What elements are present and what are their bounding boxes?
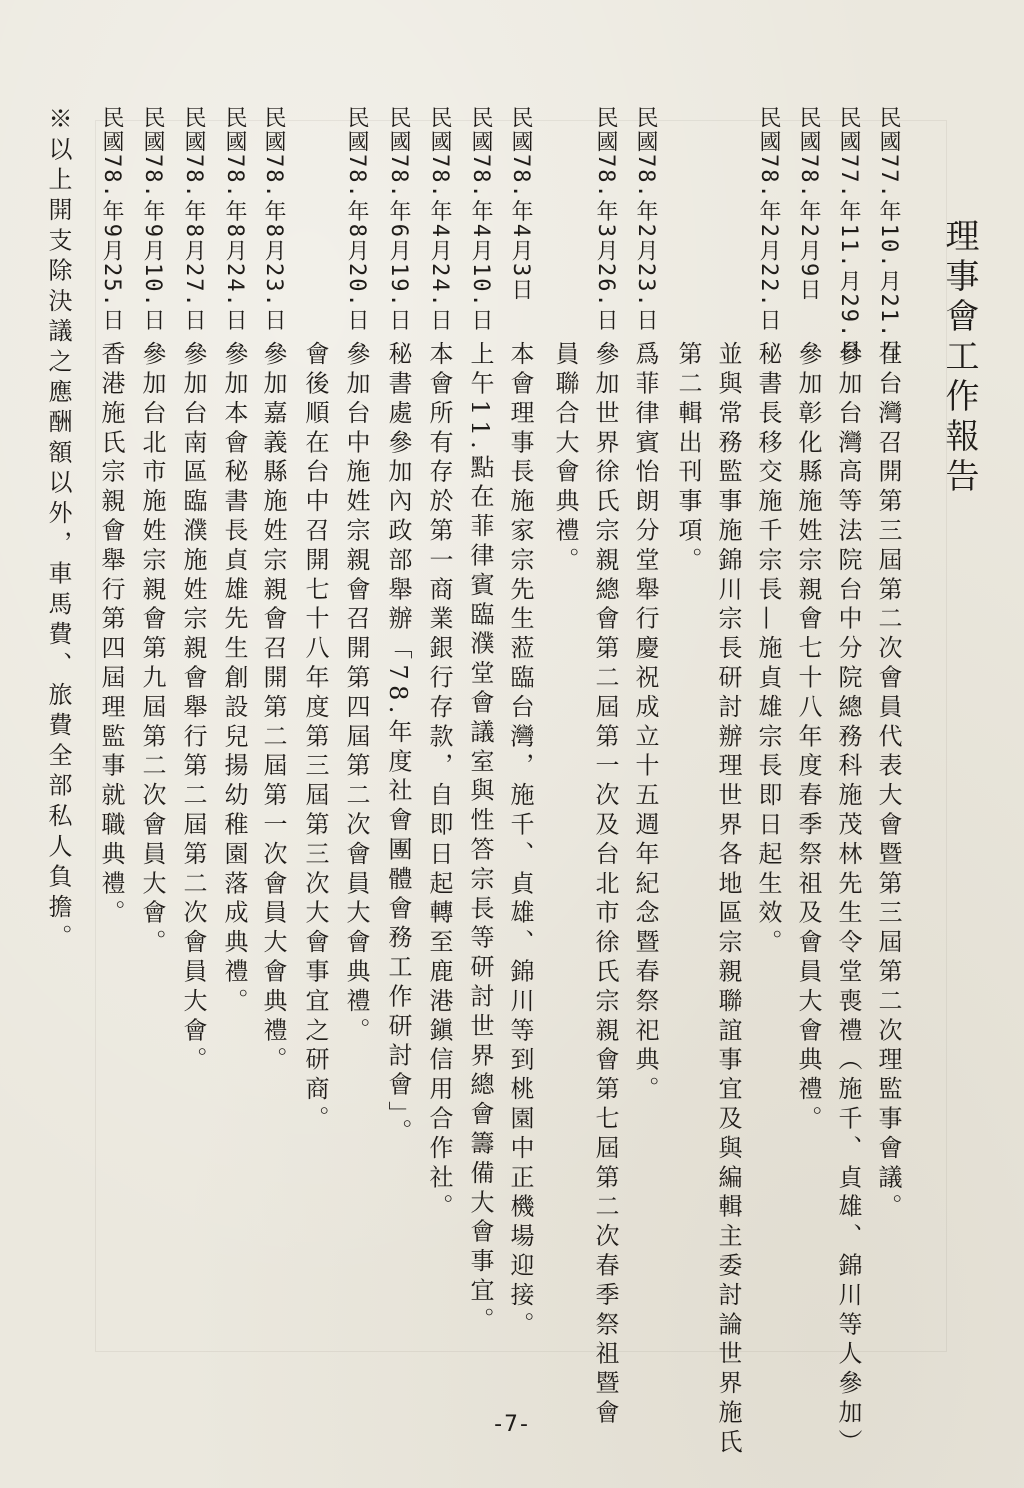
- entry-19: [140, 106, 164, 958]
- entry-text: 上午11.點在菲律賓臨濮堂會議室與性答宗長等研討世界總會籌備大會事宜。: [466, 341, 494, 1337]
- entry-2: [836, 106, 860, 1458]
- entry-date: 民國78.年2月9日: [796, 106, 821, 303]
- entry-text: 參加嘉義縣施姓宗親會召開第二屆第一次會員大會典禮。: [259, 341, 287, 1076]
- entry-date: 民國78.年2月23.日: [633, 106, 658, 333]
- entry-date: 民國78.年8月27.日: [181, 106, 206, 333]
- entry-17: [222, 106, 246, 1017]
- entry-text: 本會理事長施家宗先生蒞臨台灣，施千、貞雄、錦川等到桃園中正機場迎接。: [506, 341, 534, 1341]
- entry-text: 香港施氏宗親會舉行第四屆理監事就職典禮。: [97, 341, 125, 929]
- page-title: 理事會工作報告: [939, 218, 979, 498]
- entry-text: 參加台灣高等法院台中分院總務科施茂林先生令堂喪禮（施千、貞雄、錦川等人參加）: [834, 341, 862, 1459]
- entry-date: 民國78.年9月25.日: [99, 106, 124, 333]
- entry-16: [261, 106, 285, 1076]
- entry-7: [633, 106, 657, 1105]
- entry-date: 民國77.年10.月21.日: [876, 106, 901, 364]
- expense-note: ※以上開支除決議之應酬額以外，車馬費、旅費全部私人負擔。: [44, 106, 72, 955]
- entry-date: 民國78.年9月10.日: [140, 106, 165, 333]
- entry-1: [876, 106, 900, 1223]
- entry-6: [676, 106, 700, 576]
- entry-date: 民國78.年4月3日: [508, 106, 533, 303]
- entry-date: 民國78.年4月10.日: [468, 106, 493, 333]
- entry-date: 民國78.年8月20.日: [344, 106, 369, 333]
- entry-text: 員聯合大會典禮。: [551, 341, 579, 577]
- entry-13: [386, 106, 410, 1148]
- entry-text: 參加台南區臨濮施姓宗親會舉行第二屆第二次會員大會。: [179, 341, 207, 1076]
- entry-text: 第二輯出刊事項。: [674, 341, 702, 577]
- entry-date: 民國78.年8月23.日: [261, 106, 286, 333]
- entry-12: [427, 106, 451, 1223]
- entry-date: 民國78.年8月24.日: [222, 106, 247, 333]
- entry-date: 民國77.年11.月29.日: [836, 106, 861, 364]
- entry-5: [716, 106, 740, 1458]
- entry-text: 秘書長移交施千宗長—施貞雄宗長即日起生效。: [754, 341, 782, 959]
- entry-text: 爲菲律賓怡朗分堂舉行慶祝成立十五週年紀念暨春祭祀典。: [631, 341, 659, 1106]
- entry-text: 在台灣召開第三屆第二次會員代表大會暨第三屆第二次理監事會議。: [874, 341, 902, 1223]
- entry-text: 參加本會秘書長貞雄先生創設兒揚幼稚園落成典禮。: [220, 341, 248, 1018]
- entry-4: [756, 106, 780, 958]
- entry-18: [181, 106, 205, 1076]
- entry-text: 參加世界徐氏宗親總會第二屆第一次及台北市徐氏宗親會第七屆第二次春季祭祖暨會: [591, 341, 619, 1429]
- entry-text: 並與常務監事施錦川宗長研討辦理世界各地區宗親聯誼事宜及與編輯主委討論世界施氏: [714, 341, 742, 1459]
- entry-text: 參加台北市施姓宗親會第九屆第二次會員大會。: [138, 341, 166, 959]
- entry-text: 參加彰化縣施姓宗親會七十八年度春季祭祖及會員大會典禮。: [794, 341, 822, 1135]
- entry-date: 民國78.年3月26.日: [593, 106, 618, 333]
- entry-15: [303, 106, 327, 1135]
- entry-10: [508, 106, 532, 1341]
- entry-3: [796, 106, 820, 1135]
- page-number: -7-: [494, 1412, 530, 1437]
- entry-9: [553, 106, 577, 576]
- entry-date: 民國78.年4月24.日: [427, 106, 452, 333]
- entry-20: [99, 106, 123, 929]
- entry-date: 民國78.年2月22.日: [756, 106, 781, 333]
- entry-text: 會後順在台中召開七十八年度第三屆第三次大會事宜之研商。: [301, 341, 329, 1135]
- entry-text: 本會所有存於第一商業銀行存款，自即日起轉至鹿港鎭信用合作社。: [425, 341, 453, 1223]
- entry-14: [344, 106, 368, 1047]
- entry-text: 秘書處參加內政部舉辦「78.年度社會團體會務工作研討會」。: [384, 341, 412, 1148]
- entry-11: [468, 106, 492, 1336]
- entry-text: 參加台中施姓宗親會召開第四屆第二次會員大會典禮。: [342, 341, 370, 1047]
- entry-date: 民國78.年6月19.日: [386, 106, 411, 333]
- entry-8: [593, 106, 617, 1429]
